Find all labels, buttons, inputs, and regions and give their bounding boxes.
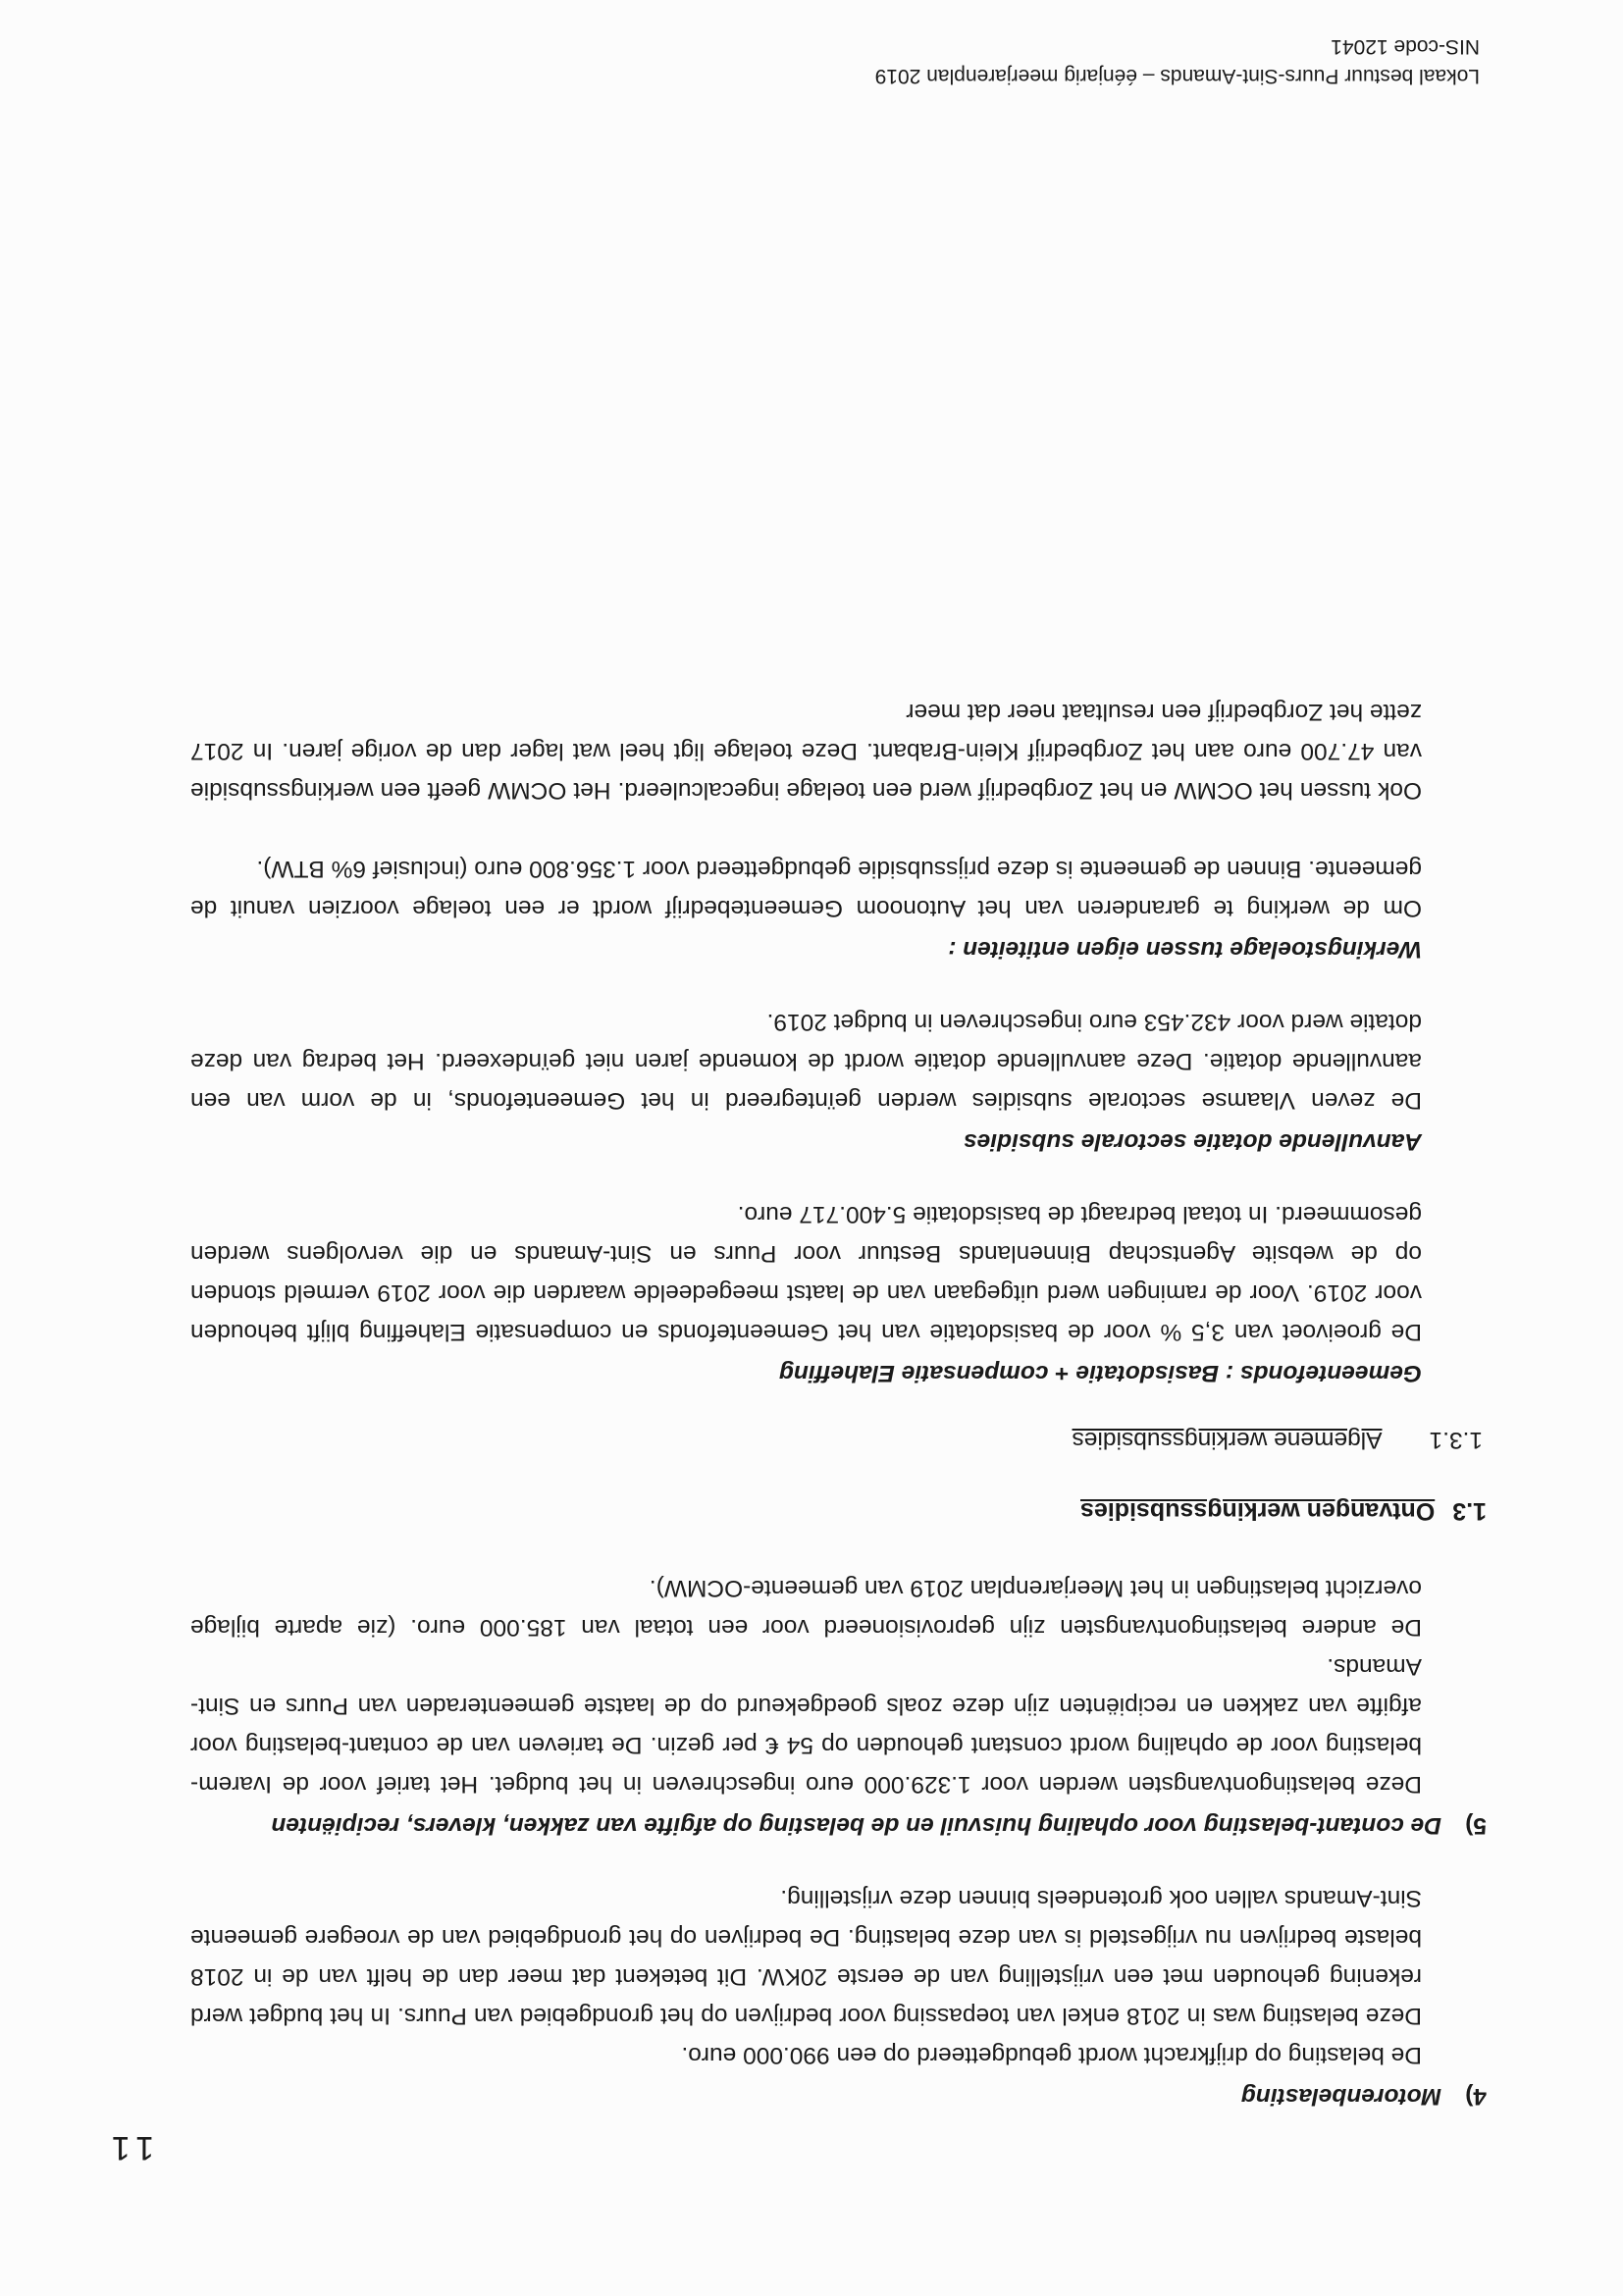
heading-ontvangen-werkingssubsidies — [190, 1496, 1487, 1525]
paragraph: De zeven Vlaamse sectorale subsidies werden geïntegreerd in het Gemeentefonds, in de vorm van een aanvullende dotatie. Deze aanvullende dotatie wordt de komende jaren niet geïndexeerd. Het bedrag van deze dotatie werd voor 432.453 euro ingeschreven in budget 2019. — [190, 1009, 1422, 1114]
section-heading-contant-belasting — [190, 1811, 1487, 1839]
header-title: Lokaal bestuur Puurs-Sint-Amands – éénjarig meerjarenplan 2019 — [874, 65, 1480, 87]
page-number: 11 — [103, 2129, 154, 2166]
heading-title: Algemene werkingssubsidies — [1072, 1427, 1383, 1453]
section-number: 5) — [1465, 1812, 1487, 1839]
document-header — [875, 31, 1480, 90]
paragraph: Ook tussen het OCMW en het Zorgbedrijf werd een toelage ingecalculeerd. Het OCMW geeft een werkingssubsidie van 47.700 euro aan het Zorgbedrijf Klein-Brabant. Deze toelage ligt heel wat lager dan de vorige jaren. In 2017 zette het Zorgbedrijf een resultaat neer dat meer — [190, 699, 1422, 804]
section-title: De contant-belasting voor ophaling huisvuil en de belasting op afgifte van zakken, klevers, recipiënten — [271, 1812, 1441, 1839]
header-nis-code: NIS-code 12041 — [1331, 35, 1480, 58]
paragraph: De belasting op drijfkracht wordt gebudgetteerd op een 990.000 euro. — [681, 2042, 1422, 2068]
heading-number: 1.3.1 — [1429, 1427, 1483, 1453]
heading-algemene-werkingssubsidies — [190, 1426, 1483, 1453]
heading-title: Ontvangen werkingssubsidies — [1080, 1497, 1436, 1525]
subheading-gemeentefonds: Gemeentefonds : Basisdotatie + compensatie Elaheffing — [778, 1360, 1422, 1386]
heading-number: 1.3 — [1452, 1497, 1487, 1525]
section-number: 4) — [1465, 2083, 1487, 2110]
page-body — [190, 652, 1487, 2110]
paragraph: Om de werking te garanderen van het Autonoom Gemeentebedrijf wordt er een toelage voorzien vanuit de gemeente. Binnen de gemeente is deze prijssubsidie gebudgetteerd voor 1.356.800 euro (inclusief 6% BTW). — [190, 856, 1422, 921]
paragraph: De andere belastingontvangsten zijn geprovisioneerd voor een totaal van 185.000 euro. (zie aparte bijlage overzicht belastingen in het Meerjarenplan 2019 van gemeente-OCMW). — [190, 1575, 1422, 1641]
subheading-aanvullende-dotatie: Aanvullende dotatie sectorale subsidies — [963, 1128, 1422, 1155]
paragraph: De groeivoet van 3,5 % voor de basisdotatie van het Gemeentefonds en compensatie Elaheffing blijft behouden voor 2019. Voor de ramingen werd uitgegaan van de laatst meegedeelde waarden die voor 2019 vermeld stonden op de website Agentschap Binnenlands Bestuur voor Puurs en Sint-Amands en die vervolgens werden gesommeerd. In totaal bedraagt de basisdotatie 5.400.717 euro. — [190, 1201, 1422, 1345]
paragraph: Deze belastingontvangsten werden voor 1.329.000 euro ingeschreven in het budget. Het tarief voor de Ivarem-belasting voor de ophaling wordt constant gehouden op 54 € per gezin. De tarieven van de contant-belasting voor afgifte van zakken en recipiënten zijn deze zoals goedgekeurd op de laatste gemeenteraden van Puurs en Sint-Amands. — [190, 1653, 1422, 1798]
paragraph: Deze belasting was in 2018 enkel van toepassing voor bedrijven op het grondgebied van Puurs. In het budget werd rekening gehouden met een vrijstelling van de eerste 20KW. Dit betekent dat meer dan de helft van de in 2018 belaste bedrijven nu vrijgesteld is van deze belasting. De bedrijven op het grondgebied van de vroegere gemeente Sint-Amands vallen ook grotendeels binnen deze vrijstelling. — [190, 1885, 1422, 2029]
subheading-werkingstoelage: Werkingstoelage tussen eigen entiteiten : — [948, 936, 1422, 963]
section-title: Motorenbelasting — [1240, 2083, 1441, 2110]
section-heading-motorenbelasting — [190, 2082, 1487, 2110]
